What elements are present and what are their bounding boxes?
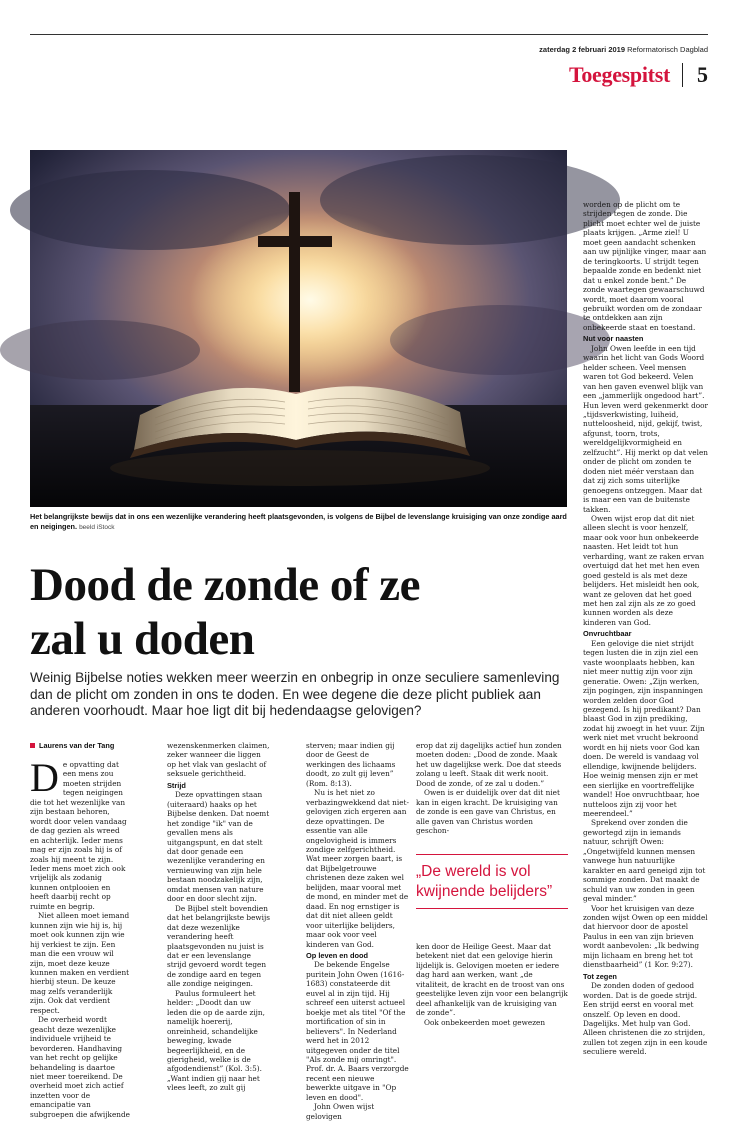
headline-line-1: Dood de zonde of ze xyxy=(30,559,420,611)
paragraph: Voor het kruisigen van deze zonden wijst Owen op een middel dat hiervoor door de apostel Paulus in een van zijn brieven wordt aanbevolen: „Ik bedwing mijn lichaam en breng het tot dienstbaarheid” (1 Kor. 9:27). xyxy=(583,903,708,970)
paragraph: Paulus formuleert het helder: „Doodt dan uw leden die op de aarde zijn, namelijk hoererij, onreinheid, schandelijke beweging, kwade begeerlijkheid, en de gierigheid, welke is de afgodendienst” (Kol. 3:5). „Want indien gij naar het vlees leeft, zo zult gij xyxy=(167,988,265,1093)
pull-quote-text: „De wereld is vol kwijnende belijders” xyxy=(416,863,553,900)
headline-line-2: zal u doden xyxy=(30,613,255,665)
headline xyxy=(30,558,567,666)
subheading-nut-voor-naasten: Nut voor naasten xyxy=(583,334,644,344)
section-header xyxy=(569,62,708,88)
photo-caption xyxy=(30,512,567,533)
paragraph: De overheid wordt geacht deze wezenlijke individuele vrijheid te bevorderen. Handhaving van het recht op gelijke behandeling is daartoe niet meer toereikend. De overheid moet zich actief inzetten voor de emancipatie van subgroepen die afwijkende xyxy=(30,1015,130,1119)
paragraph: John Owen wijst gelovigen xyxy=(306,1102,375,1121)
paragraph xyxy=(30,755,130,911)
lead-paragraph: Weinig Bijbelse noties wekken meer weerzin en onbegrip in onze seculiere samenleving dan de plicht om zonden in ons te doden. En wee degene die deze plicht publiek aan anderen voorhoudt. Maar hoe ligt dit bij hedendaagse gelovigen? xyxy=(30,670,560,718)
byline-author: Laurens van der Tang xyxy=(39,741,115,750)
section-divider xyxy=(682,63,683,87)
photo-credit: beeld iStock xyxy=(79,524,115,531)
paragraph: wezenskenmerken claimen, zeker wanneer die liggen op het vlak van geslacht of seksuele gerichtheid. xyxy=(167,741,270,779)
paragraph: Ook onbekeerden moet gewezen xyxy=(424,1017,546,1027)
paragraph: De bekende Engelse puritein John Owen (1616-1683) constateerde dit euvel al in zijn tijd. Hij schreef een uiterst actueel boekje met als titel "Of the mortification of sin in believers". In Nederland werd het in 2012 uitgegeven onder de titel "Als zonde mij omringt". Prof. dr. A. Baars verzorgde recent een nieuwe bewerkte uitgave in "Op leven en dood". xyxy=(306,960,409,1102)
paragraph: ken door de Heilige Geest. Maar dat betekent niet dat een gelovige hierin lijdelijk is. Gelovigen moeten er iedere dag hard aan werken, want „de vitaliteit, de kracht en de troost van ons geestelijke leven zijn voor een belangrijk deel afhankelijk van de kruisiging van de zonde”. xyxy=(416,942,568,1018)
paragraph: John Owen leefde in een tijd waarin het licht van Gods Woord helder scheen. Veel mensen waren tot God bekeerd. Velen van hen gaven evenwel blijk van een „jammerlijk ongedood hart”. Hun leven werd gekenmerkt door „tijdsverkwisting, luiheid, nutteloosheid, nijd, gekijf, twist, afgunst, toorn, trots, wereldgelijkvormigheid en zelfzucht”. Hij merkt op dat velen onder de plicht om zonden te doden niet méér verstaan dan dat zij zich soms uiterlijke genoegens ontzeggen. Maar dat is maar een van de buitenste takken. xyxy=(583,343,709,514)
section-title: Toegespitst xyxy=(568,62,670,87)
paragraph: Sprekend over zonden die gewortegd zijn in iemands natuur, schrijft Owen: „Ongetwijfeld kunnen mensen vanwege hun natuurlijke karakter en aard geneigd zijn tot sommige zonden. Dat maakt de schuld van uw zonden in geen geval minder.” xyxy=(583,818,706,904)
paragraph: worden op de plicht om te strijden tegen de zonde. Die plicht moet echter wel de juiste plaats krijgen. „Arme ziel! U moet geen aandacht schenken aan uw pijnlijke vinger, maar aan de teringkoorts. U strijdt tegen bepaalde zonde en bedenkt niet dat u enkel zonde bent.” De zonde waartegen gewaarschuwd wordt, moet daarom vooral gebruikt worden om de zondaar te ontdekken aan zijn onbekeerde staat en toestand. xyxy=(583,200,707,332)
drop-cap: D xyxy=(30,755,59,800)
subheading-onvruchtbaar: Onvruchtbaar xyxy=(583,629,632,639)
column-4-bottom xyxy=(416,942,568,1027)
byline-marker xyxy=(30,743,35,748)
subheading-strijd: Strijd xyxy=(167,780,186,790)
paragraph: Een gelovige die niet strijdt tegen lusten die in zijn ziel een vaste woonplaats hebben, kan niet meer nuttig zijn voor zijn generatie. Owen: „Zijn werken, zijn pogingen, zijn inspanningen worden zelden door God gezegend. Is hij predikant? Dan blaast God in zijn prediking, zodat hij zwoegt in het vuur. Zijn werk niet met vrucht bekroond wordt en hij niets voor God kan doen. De wereld is vandaag vol ellendige, kwijnende belijders. Hoe weinig mensen zijn er met een sierlijke en voortreffelijke wandel! Hoe onvruchtbaar, hoe nutteloos zijn zij voor het meerendeel.” xyxy=(583,638,705,818)
cross-bible-photo xyxy=(30,150,567,507)
paragraph: Owen is er duidelijk over dat dit niet kan in eigen kracht. De kruisiging van de zonde is een gave van Christus, en alle gaven van Christus worden geschon- xyxy=(416,788,560,836)
column-5 xyxy=(583,200,708,1057)
paragraph-text: e opvatting dat een mens zou moeten strijden tegen neigingen die tot het wezenlijke van zijn bestaan behoren, wordt door velen vandaag de dag gezien als wreed en achterlijk. Ieder mens mag er zijn zoals hij is of zoals hij meent te zijn. Ieder mens moet zich ook vrijelijk als zodanig kunnen ontplooien en heeft daarbij recht op ruimte en begrip. xyxy=(30,760,127,911)
hero-photo xyxy=(30,150,567,507)
caption-text: Het belangrijkste bewijs dat in ons een wezenlijke verandering heeft plaatsgevonden, is volgens de Bijbel de levenslange kruisiging van onze zondige aard en neigingen. xyxy=(30,512,567,531)
paragraph: Owen wijst erop dat dit niet alleen slecht is voor henzelf, maar ook voor hun onbekeerde naasten. Het leidt tot hun verharding, want ze raken ervan overtuigd dat het met hen even goed gesteld is als met deze belijders. Het misleidt hen ook, want ze geloven dat het goed met hen zal zijn als ze zo goed kunnen worden als deze kinderen van God. xyxy=(583,513,705,627)
column-1 xyxy=(30,741,130,1119)
byline xyxy=(30,741,130,750)
dateline xyxy=(539,45,708,54)
paper-name: Reformatorisch Dagblad xyxy=(627,45,708,54)
paragraph: Niet alleen moet iemand kunnen zijn wie hij is, hij moet ook kunnen zijn wie hij verkiest te zijn. Een man die een vrouw wil zijn, moet deze keuze kunnen maken en verdient hierbij steun. De keuze mag zelfs veranderlijk zijn. Ook dat verdient respect. xyxy=(30,911,130,1015)
column-4-top xyxy=(416,741,568,836)
pull-quote xyxy=(416,854,568,909)
paragraph: Nu is het niet zo verbazingwekkend dat niet-gelovigen zich ergeren aan deze opvattingen. De essentie van alle ongelovigheid is immers zondige zelfgerichtheid. Wat meer zorgen baart, is dat Bijbelgetrouwe christenen deze zaken wel belijden, maar vooral met de mond, en minder met de daad. En nog ernstiger is dat dit niet alleen geldt voor uiterlijke belijders, maar ook voor veel kinderen van God. xyxy=(306,788,409,949)
paragraph: De zonden doden of gedood worden. Dat is de goede strijd. Een strijd eerst en vooral met onszelf. Op leven en dood. Dagelijks. Met hulp van God. Alleen christenen die zo strijden, zullen tot zegen zijn in een koude seculiere wereld. xyxy=(583,981,708,1057)
column-2 xyxy=(167,741,270,1093)
top-rule xyxy=(30,34,708,35)
column-3 xyxy=(306,741,409,1121)
paragraph: Deze opvattingen staan (uiteraard) haaks op het Bijbelse denken. Dat noemt het zondige "ik" van de gevallen mens als uitgangspunt, en dat stelt dat door genade een wezenlijke verandering en vernieuwing van zijn hele bestaan noodzakelijk zijn, omdat mensen van nature door en door slecht zijn. xyxy=(167,790,270,904)
paragraph: erop dat zij dagelijks actief hun zonden moeten doden: „Dood de zonde. Maak het uw dagelijkse werk. Doe dat steeds zolang u leeft. Staak dit werk nooit. Dood de zonde, of ze zal u doden.” xyxy=(416,741,562,788)
paragraph: De Bijbel stelt bovendien dat het belangrijkste bewijs dat deze wezenlijke verandering heeft plaatsgevonden nu juist is dat er een levenslange strijd gevoerd wordt tegen de zondige aard en tegen alle zondige neigingen. xyxy=(167,903,270,989)
paragraph: sterven; maar indien gij door de Geest de werkingen des lichaams doodt, zo zult gij leven” (Rom. 8:13). xyxy=(306,741,396,788)
subheading-op-leven-en-dood: Op leven en dood xyxy=(306,950,369,960)
subheading-tot-zegen: Tot zegen xyxy=(583,971,617,981)
issue-date: zaterdag 2 februari 2019 xyxy=(539,45,626,54)
page-number: 5 xyxy=(697,62,708,87)
